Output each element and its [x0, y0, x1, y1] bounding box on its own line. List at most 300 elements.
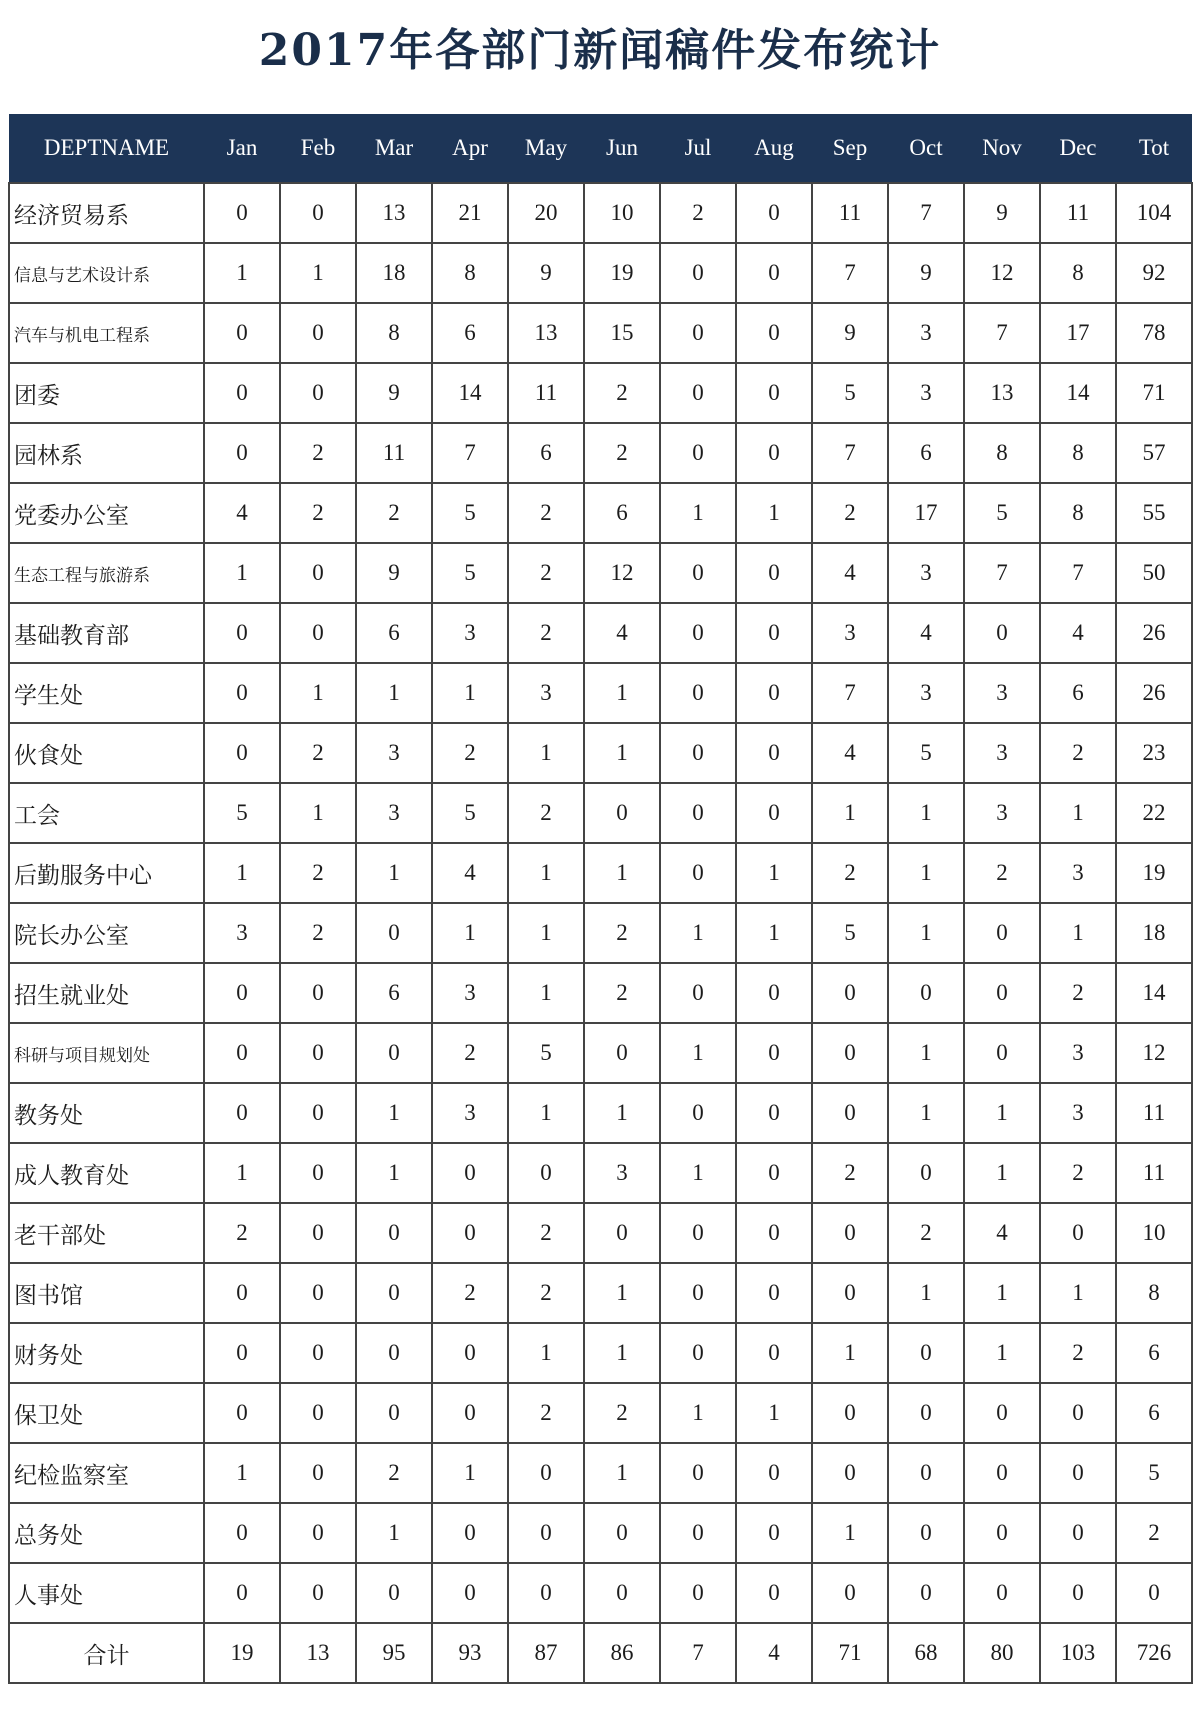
row-total-cell: 10 — [1116, 1203, 1192, 1263]
dept-name-cell: 总务处 — [9, 1503, 204, 1563]
month-value-cell: 2 — [508, 1203, 584, 1263]
month-value-cell: 0 — [508, 1503, 584, 1563]
month-value-cell: 1 — [584, 723, 660, 783]
month-value-cell: 3 — [432, 963, 508, 1023]
month-value-cell: 0 — [280, 183, 356, 243]
table-row — [9, 1143, 1192, 1203]
month-value-cell: 3 — [356, 783, 432, 843]
month-value-cell: 0 — [660, 603, 736, 663]
dept-name-cell: 图书馆 — [9, 1263, 204, 1323]
month-value-cell: 7 — [1040, 543, 1116, 603]
dept-name-cell: 学生处 — [9, 663, 204, 723]
month-value-cell: 0 — [736, 1443, 812, 1503]
month-value-cell: 3 — [964, 723, 1040, 783]
month-value-cell: 1 — [1040, 783, 1116, 843]
month-value-cell: 1 — [204, 1443, 280, 1503]
month-value-cell: 0 — [280, 963, 356, 1023]
month-value-cell: 0 — [508, 1443, 584, 1503]
row-total-cell: 22 — [1116, 783, 1192, 843]
month-value-cell: 0 — [584, 1503, 660, 1563]
month-value-cell: 14 — [432, 363, 508, 423]
month-value-cell: 0 — [204, 1263, 280, 1323]
month-value-cell: 0 — [660, 543, 736, 603]
month-value-cell: 0 — [812, 1083, 888, 1143]
month-value-cell: 2 — [508, 603, 584, 663]
month-value-cell: 5 — [508, 1023, 584, 1083]
month-value-cell: 0 — [432, 1563, 508, 1623]
dept-name-cell: 党委办公室 — [9, 483, 204, 543]
month-value-cell: 1 — [888, 1083, 964, 1143]
month-value-cell: 2 — [1040, 963, 1116, 1023]
month-value-cell: 1 — [812, 1323, 888, 1383]
table-row — [9, 543, 1192, 603]
month-value-cell: 7 — [812, 243, 888, 303]
month-value-cell: 0 — [1040, 1503, 1116, 1563]
month-value-cell: 15 — [584, 303, 660, 363]
month-value-cell: 0 — [812, 1443, 888, 1503]
month-total-cell: 95 — [356, 1623, 432, 1683]
month-value-cell: 0 — [1040, 1203, 1116, 1263]
month-value-cell: 0 — [356, 903, 432, 963]
month-value-cell: 0 — [204, 303, 280, 363]
month-value-cell: 1 — [888, 1263, 964, 1323]
month-value-cell: 8 — [356, 303, 432, 363]
month-value-cell: 0 — [280, 1203, 356, 1263]
month-value-cell: 0 — [432, 1203, 508, 1263]
month-value-cell: 5 — [964, 483, 1040, 543]
month-value-cell: 3 — [964, 783, 1040, 843]
month-value-cell: 21 — [432, 183, 508, 243]
row-total-cell: 12 — [1116, 1023, 1192, 1083]
month-value-cell: 0 — [736, 243, 812, 303]
month-value-cell: 0 — [204, 363, 280, 423]
month-value-cell: 0 — [812, 1203, 888, 1263]
month-value-cell: 7 — [888, 183, 964, 243]
month-value-cell: 0 — [660, 723, 736, 783]
table-row — [9, 603, 1192, 663]
month-value-cell: 1 — [584, 1263, 660, 1323]
month-value-cell: 6 — [584, 483, 660, 543]
month-value-cell: 2 — [584, 423, 660, 483]
month-value-cell: 0 — [204, 183, 280, 243]
month-value-cell: 6 — [888, 423, 964, 483]
row-total-cell: 14 — [1116, 963, 1192, 1023]
month-value-cell: 3 — [888, 543, 964, 603]
month-value-cell: 0 — [736, 963, 812, 1023]
month-value-cell: 2 — [204, 1203, 280, 1263]
month-value-cell: 0 — [736, 663, 812, 723]
month-value-cell: 0 — [280, 1503, 356, 1563]
month-value-cell: 0 — [736, 603, 812, 663]
table-body — [9, 183, 1192, 1683]
table-row — [9, 903, 1192, 963]
month-value-cell: 8 — [432, 243, 508, 303]
month-value-cell: 0 — [660, 1503, 736, 1563]
month-value-cell: 2 — [1040, 723, 1116, 783]
month-value-cell: 1 — [432, 663, 508, 723]
table-row — [9, 423, 1192, 483]
month-value-cell: 0 — [736, 1263, 812, 1323]
month-value-cell: 1 — [584, 1323, 660, 1383]
table-row — [9, 1263, 1192, 1323]
month-value-cell: 0 — [280, 1143, 356, 1203]
month-value-cell: 20 — [508, 183, 584, 243]
month-value-cell: 0 — [356, 1383, 432, 1443]
month-value-cell: 11 — [508, 363, 584, 423]
month-value-cell: 1 — [508, 843, 584, 903]
month-total-cell: 80 — [964, 1623, 1040, 1683]
month-value-cell: 0 — [660, 363, 736, 423]
month-value-cell: 8 — [1040, 423, 1116, 483]
month-value-cell: 14 — [1040, 363, 1116, 423]
month-value-cell: 2 — [660, 183, 736, 243]
header-mar: Mar — [356, 114, 432, 183]
table-row — [9, 483, 1192, 543]
month-value-cell: 0 — [356, 1323, 432, 1383]
table-header-row — [9, 114, 1192, 183]
month-value-cell: 3 — [1040, 1083, 1116, 1143]
month-value-cell: 7 — [812, 663, 888, 723]
month-value-cell: 0 — [584, 1563, 660, 1623]
month-value-cell: 1 — [1040, 1263, 1116, 1323]
table-row — [9, 1203, 1192, 1263]
month-value-cell: 1 — [356, 1143, 432, 1203]
month-value-cell: 0 — [432, 1143, 508, 1203]
month-value-cell: 0 — [964, 1023, 1040, 1083]
month-value-cell: 0 — [356, 1023, 432, 1083]
month-value-cell: 2 — [508, 1263, 584, 1323]
total-label-cell: 合计 — [9, 1623, 204, 1683]
month-value-cell: 10 — [584, 183, 660, 243]
month-value-cell: 0 — [432, 1323, 508, 1383]
month-value-cell: 0 — [736, 783, 812, 843]
month-value-cell: 2 — [584, 903, 660, 963]
month-value-cell: 13 — [356, 183, 432, 243]
table-row — [9, 183, 1192, 243]
month-value-cell: 0 — [204, 723, 280, 783]
month-value-cell: 0 — [736, 1323, 812, 1383]
month-value-cell: 0 — [812, 1563, 888, 1623]
month-total-cell: 7 — [660, 1623, 736, 1683]
row-total-cell: 18 — [1116, 903, 1192, 963]
month-value-cell: 11 — [1040, 183, 1116, 243]
month-value-cell: 3 — [1040, 1023, 1116, 1083]
row-total-cell: 19 — [1116, 843, 1192, 903]
month-value-cell: 11 — [812, 183, 888, 243]
month-value-cell: 0 — [204, 603, 280, 663]
month-total-cell: 86 — [584, 1623, 660, 1683]
month-total-cell: 93 — [432, 1623, 508, 1683]
header-jul: Jul — [660, 114, 736, 183]
month-value-cell: 2 — [508, 483, 584, 543]
month-value-cell: 3 — [204, 903, 280, 963]
month-value-cell: 7 — [812, 423, 888, 483]
header-oct: Oct — [888, 114, 964, 183]
month-value-cell: 0 — [736, 1143, 812, 1203]
month-value-cell: 0 — [204, 1023, 280, 1083]
month-value-cell: 1 — [888, 1023, 964, 1083]
month-value-cell: 8 — [1040, 483, 1116, 543]
dept-name-cell: 后勤服务中心 — [9, 843, 204, 903]
row-total-cell: 55 — [1116, 483, 1192, 543]
month-value-cell: 0 — [888, 1323, 964, 1383]
month-value-cell: 1 — [736, 903, 812, 963]
month-value-cell: 6 — [1040, 663, 1116, 723]
month-value-cell: 6 — [356, 963, 432, 1023]
month-value-cell: 0 — [204, 423, 280, 483]
month-value-cell: 0 — [736, 1503, 812, 1563]
month-value-cell: 0 — [584, 1023, 660, 1083]
month-value-cell: 6 — [356, 603, 432, 663]
month-value-cell: 1 — [508, 1323, 584, 1383]
month-value-cell: 17 — [888, 483, 964, 543]
month-value-cell: 0 — [964, 1503, 1040, 1563]
month-value-cell: 5 — [432, 483, 508, 543]
month-value-cell: 2 — [1040, 1323, 1116, 1383]
month-value-cell: 0 — [964, 603, 1040, 663]
month-value-cell: 1 — [280, 243, 356, 303]
month-value-cell: 8 — [1040, 243, 1116, 303]
dept-name-cell: 教务处 — [9, 1083, 204, 1143]
month-value-cell: 0 — [660, 1263, 736, 1323]
month-value-cell: 0 — [888, 963, 964, 1023]
month-value-cell: 0 — [660, 783, 736, 843]
table-row — [9, 663, 1192, 723]
month-value-cell: 1 — [964, 1323, 1040, 1383]
month-value-cell: 0 — [280, 1263, 356, 1323]
table-row — [9, 723, 1192, 783]
row-total-cell: 104 — [1116, 183, 1192, 243]
month-value-cell: 1 — [584, 843, 660, 903]
month-value-cell: 2 — [280, 423, 356, 483]
month-value-cell: 5 — [432, 783, 508, 843]
month-value-cell: 4 — [812, 543, 888, 603]
month-value-cell: 0 — [736, 1563, 812, 1623]
month-value-cell: 2 — [432, 1023, 508, 1083]
month-value-cell: 0 — [432, 1503, 508, 1563]
total-row — [9, 1623, 1192, 1683]
month-value-cell: 1 — [584, 1083, 660, 1143]
row-total-cell: 78 — [1116, 303, 1192, 363]
row-total-cell: 71 — [1116, 363, 1192, 423]
month-value-cell: 0 — [888, 1503, 964, 1563]
month-value-cell: 1 — [584, 1443, 660, 1503]
month-value-cell: 2 — [584, 1383, 660, 1443]
month-value-cell: 1 — [508, 963, 584, 1023]
month-value-cell: 1 — [736, 1383, 812, 1443]
month-value-cell: 0 — [356, 1203, 432, 1263]
month-value-cell: 0 — [660, 663, 736, 723]
month-value-cell: 1 — [356, 663, 432, 723]
month-total-cell: 68 — [888, 1623, 964, 1683]
dept-name-cell: 招生就业处 — [9, 963, 204, 1023]
month-value-cell: 2 — [508, 1383, 584, 1443]
month-value-cell: 0 — [280, 1563, 356, 1623]
month-value-cell: 4 — [888, 603, 964, 663]
table-row — [9, 1083, 1192, 1143]
month-value-cell: 2 — [508, 783, 584, 843]
month-value-cell: 5 — [432, 543, 508, 603]
month-value-cell: 0 — [964, 963, 1040, 1023]
month-value-cell: 0 — [280, 1083, 356, 1143]
month-value-cell: 0 — [736, 1023, 812, 1083]
month-value-cell: 0 — [204, 1383, 280, 1443]
month-value-cell: 0 — [964, 1383, 1040, 1443]
month-value-cell: 3 — [1040, 843, 1116, 903]
month-value-cell: 1 — [584, 663, 660, 723]
month-value-cell: 1 — [280, 783, 356, 843]
month-value-cell: 2 — [356, 1443, 432, 1503]
table-row — [9, 1383, 1192, 1443]
month-value-cell: 1 — [280, 663, 356, 723]
table-row — [9, 843, 1192, 903]
month-value-cell: 2 — [812, 483, 888, 543]
month-value-cell: 0 — [736, 363, 812, 423]
month-value-cell: 0 — [660, 1443, 736, 1503]
month-value-cell: 1 — [508, 903, 584, 963]
dept-name-cell: 老干部处 — [9, 1203, 204, 1263]
dept-name-cell: 工会 — [9, 783, 204, 843]
month-value-cell: 11 — [356, 423, 432, 483]
month-value-cell: 9 — [508, 243, 584, 303]
table-row — [9, 1323, 1192, 1383]
month-value-cell: 2 — [888, 1203, 964, 1263]
month-value-cell: 1 — [660, 1143, 736, 1203]
month-value-cell: 4 — [204, 483, 280, 543]
month-value-cell: 0 — [812, 1383, 888, 1443]
month-value-cell: 0 — [204, 1563, 280, 1623]
month-value-cell: 1 — [204, 1143, 280, 1203]
header-jun: Jun — [584, 114, 660, 183]
month-value-cell: 0 — [356, 1563, 432, 1623]
month-value-cell: 0 — [736, 1083, 812, 1143]
month-value-cell: 4 — [432, 843, 508, 903]
header-jan: Jan — [204, 114, 280, 183]
dept-name-cell: 园林系 — [9, 423, 204, 483]
month-value-cell: 1 — [660, 903, 736, 963]
month-value-cell: 3 — [888, 663, 964, 723]
month-value-cell: 1 — [508, 1083, 584, 1143]
month-total-cell: 19 — [204, 1623, 280, 1683]
month-value-cell: 3 — [432, 603, 508, 663]
month-value-cell: 1 — [964, 1263, 1040, 1323]
month-value-cell: 1 — [812, 783, 888, 843]
month-value-cell: 5 — [812, 903, 888, 963]
page-title: 2017年各部门新闻稿件发布统计 — [258, 25, 942, 76]
month-value-cell: 0 — [736, 1203, 812, 1263]
row-total-cell: 26 — [1116, 663, 1192, 723]
month-value-cell: 1 — [964, 1083, 1040, 1143]
month-value-cell: 3 — [888, 363, 964, 423]
month-value-cell: 0 — [280, 1323, 356, 1383]
month-value-cell: 0 — [280, 543, 356, 603]
grand-total-cell: 726 — [1116, 1623, 1192, 1683]
month-value-cell: 1 — [356, 1503, 432, 1563]
row-total-cell: 6 — [1116, 1383, 1192, 1443]
month-value-cell: 0 — [204, 663, 280, 723]
month-value-cell: 0 — [280, 1023, 356, 1083]
month-value-cell: 0 — [1040, 1383, 1116, 1443]
month-value-cell: 0 — [280, 1443, 356, 1503]
row-total-cell: 2 — [1116, 1503, 1192, 1563]
month-value-cell: 2 — [432, 1263, 508, 1323]
month-value-cell: 0 — [812, 1263, 888, 1323]
month-value-cell: 4 — [1040, 603, 1116, 663]
month-value-cell: 0 — [280, 303, 356, 363]
month-value-cell: 0 — [812, 963, 888, 1023]
month-value-cell: 0 — [280, 603, 356, 663]
header-may: May — [508, 114, 584, 183]
month-value-cell: 2 — [584, 963, 660, 1023]
table-row — [9, 243, 1192, 303]
month-value-cell: 1 — [736, 483, 812, 543]
month-value-cell: 2 — [812, 843, 888, 903]
dept-name-cell: 生态工程与旅游系 — [9, 543, 204, 603]
month-value-cell: 2 — [432, 723, 508, 783]
month-value-cell: 2 — [280, 843, 356, 903]
month-value-cell: 17 — [1040, 303, 1116, 363]
month-value-cell: 0 — [432, 1383, 508, 1443]
month-value-cell: 0 — [964, 1443, 1040, 1503]
month-value-cell: 12 — [964, 243, 1040, 303]
header-apr: Apr — [432, 114, 508, 183]
month-value-cell: 8 — [964, 423, 1040, 483]
month-value-cell: 9 — [964, 183, 1040, 243]
month-value-cell: 0 — [204, 1503, 280, 1563]
month-value-cell: 0 — [280, 363, 356, 423]
month-value-cell: 0 — [584, 783, 660, 843]
month-value-cell: 9 — [356, 363, 432, 423]
month-value-cell: 1 — [660, 483, 736, 543]
month-value-cell: 3 — [888, 303, 964, 363]
row-total-cell: 0 — [1116, 1563, 1192, 1623]
month-value-cell: 0 — [736, 303, 812, 363]
month-value-cell: 0 — [660, 963, 736, 1023]
table-row — [9, 363, 1192, 423]
month-value-cell: 0 — [660, 1083, 736, 1143]
row-total-cell: 11 — [1116, 1083, 1192, 1143]
month-total-cell: 87 — [508, 1623, 584, 1683]
month-value-cell: 0 — [812, 1023, 888, 1083]
dept-name-cell: 汽车与机电工程系 — [9, 303, 204, 363]
row-total-cell: 50 — [1116, 543, 1192, 603]
header-aug: Aug — [736, 114, 812, 183]
month-value-cell: 4 — [812, 723, 888, 783]
month-value-cell: 1 — [432, 903, 508, 963]
table-row — [9, 963, 1192, 1023]
month-value-cell: 0 — [660, 1563, 736, 1623]
month-value-cell: 5 — [204, 783, 280, 843]
month-value-cell: 0 — [888, 1563, 964, 1623]
header-dec: Dec — [1040, 114, 1116, 183]
header-feb: Feb — [280, 114, 356, 183]
header-tot: Tot — [1116, 114, 1192, 183]
month-value-cell: 0 — [660, 1323, 736, 1383]
month-total-cell: 71 — [812, 1623, 888, 1683]
month-value-cell: 2 — [508, 543, 584, 603]
month-value-cell: 6 — [432, 303, 508, 363]
table-row — [9, 303, 1192, 363]
month-value-cell: 9 — [812, 303, 888, 363]
month-value-cell: 2 — [280, 483, 356, 543]
month-value-cell: 12 — [584, 543, 660, 603]
month-value-cell: 0 — [660, 843, 736, 903]
table-row — [9, 1023, 1192, 1083]
dept-name-cell: 纪检监察室 — [9, 1443, 204, 1503]
month-value-cell: 2 — [964, 843, 1040, 903]
month-value-cell: 3 — [964, 663, 1040, 723]
month-value-cell: 7 — [964, 543, 1040, 603]
